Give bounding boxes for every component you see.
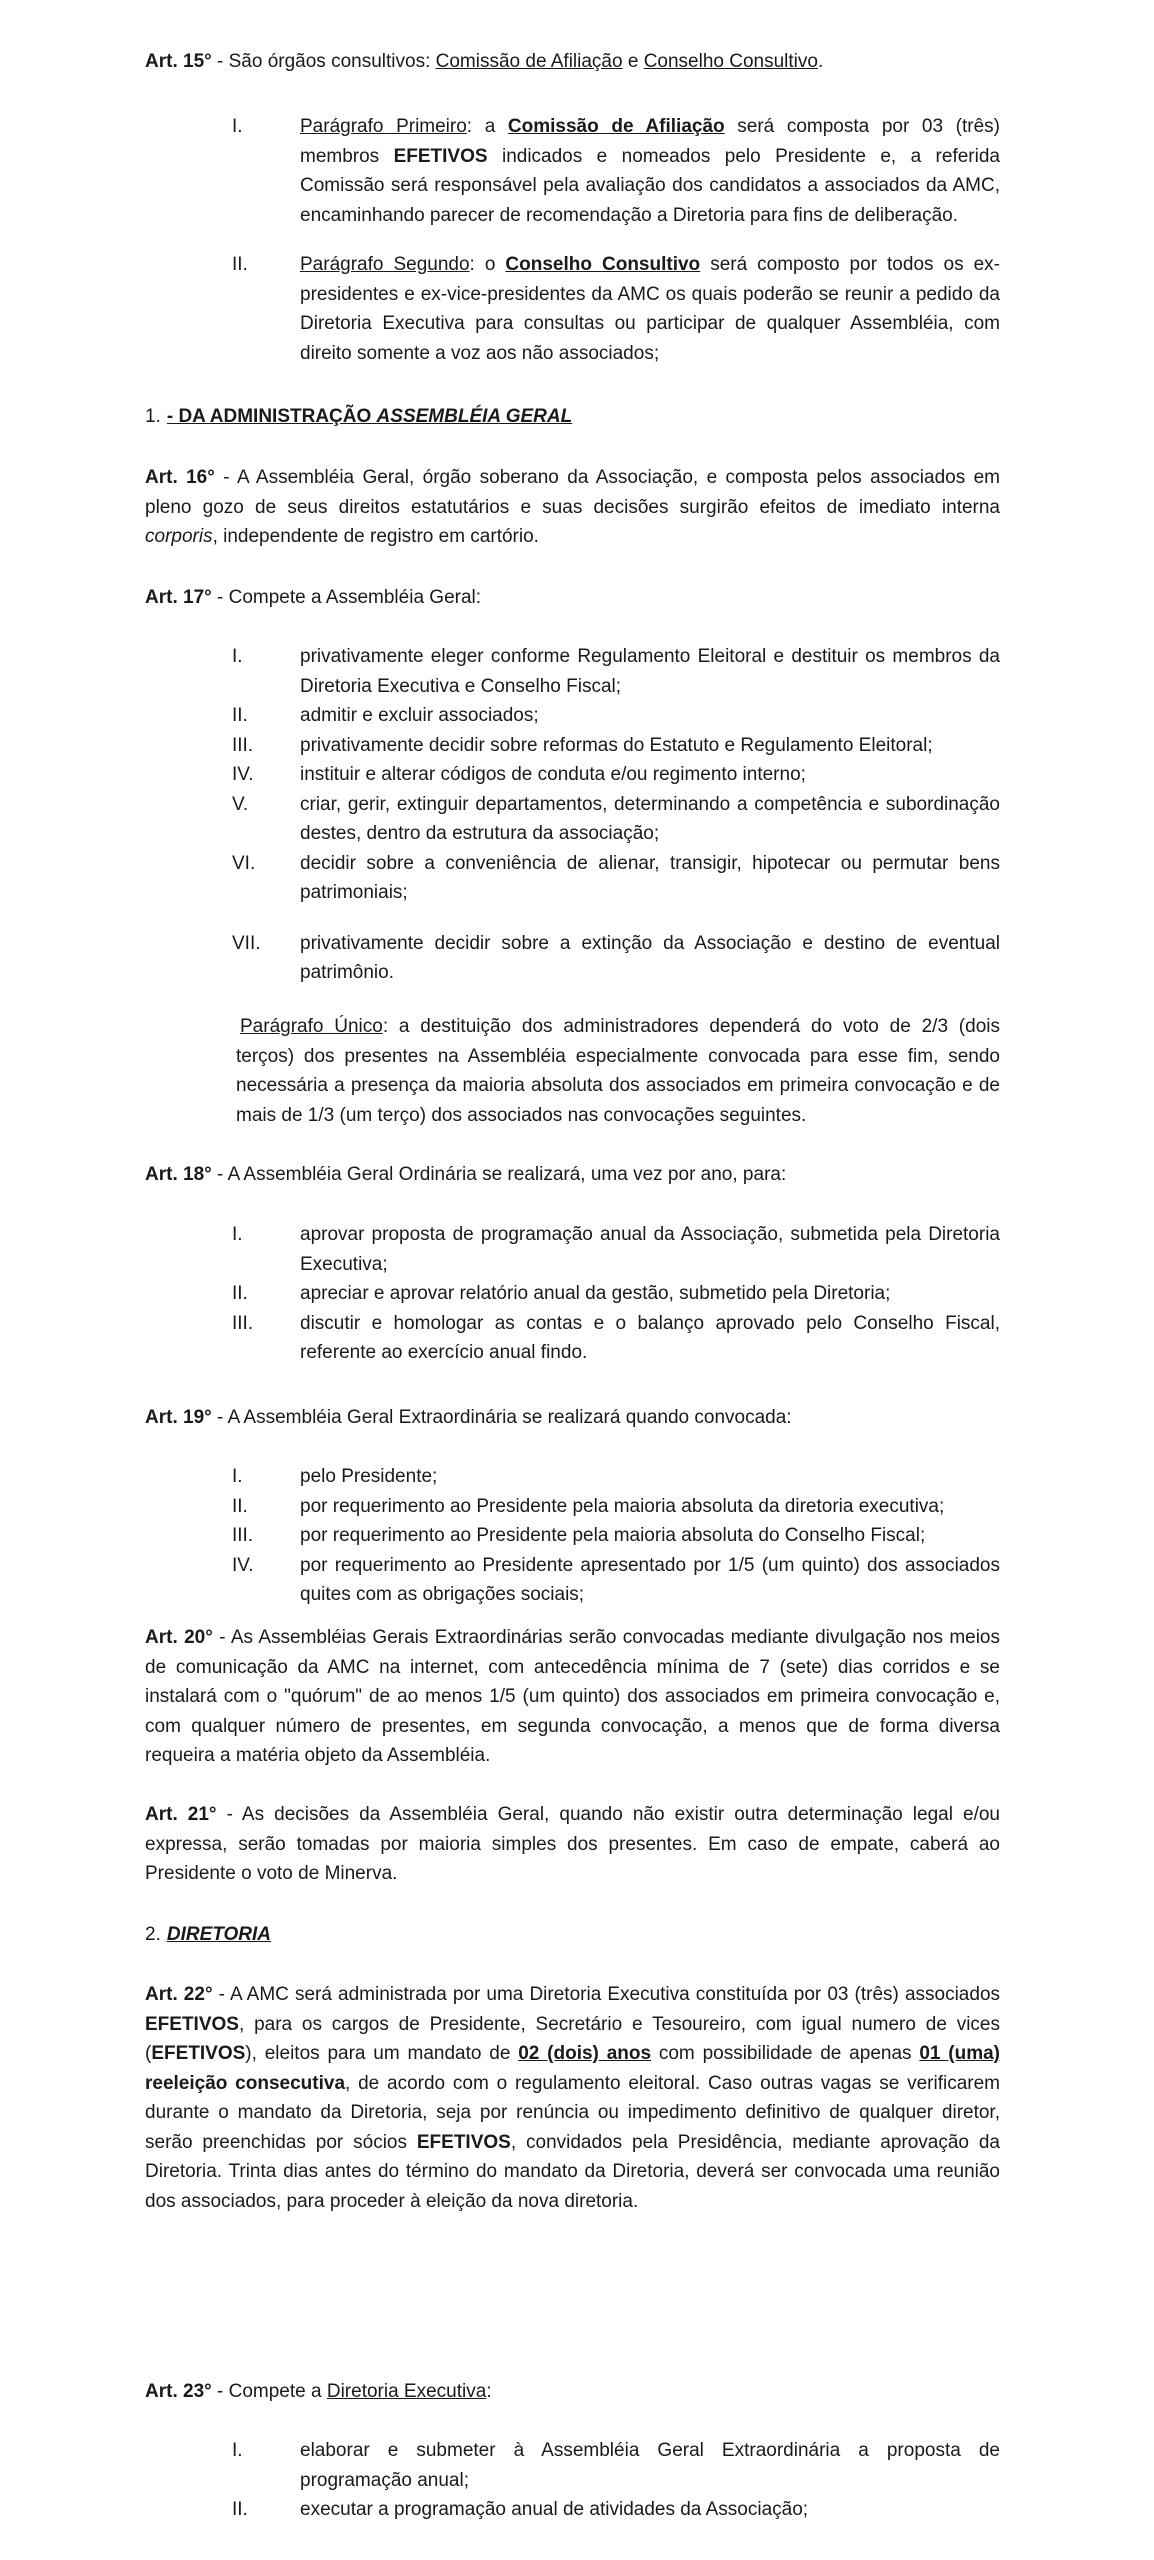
diretoria-executiva-ref: Diretoria Executiva [326, 2381, 487, 2402]
list-item: IV. por requerimento ao Presidente apresentado por 1/5 (um quinto) dos associados quites com as obrigações sociais; [232, 1554, 1000, 1605]
list-item: III. por requerimento ao Presidente pela maioria absoluta do Conselho Fiscal; [232, 1525, 926, 1546]
list-item: I. Parágrafo Primeiro: a Comissão de Afiliação será composta por 03 (três) membros EFETIVOS indicados e nomeados pelo Presidente e, a referida Comissão será responsável pela avaliação dos candidatos a associados da AMC, encaminhando parecer de recomendação a Diretoria para fins de deliberação. [138, 112, 1000, 230]
list-item: I. privativamente eleger conforme Regulamento Eleitoral e destituir os membros da Diretoria Executiva e Conselho Fiscal; [232, 646, 1000, 697]
article-15-list [138, 112, 1000, 230]
section-title: DIRETORIA [166, 1924, 272, 1945]
article-17: Art. 17° - Compete a Assembléia Geral: [145, 587, 482, 608]
section-heading-1: 1. - DA ADMINISTRAÇÃO ASSEMBLÉIA GERAL [145, 406, 573, 427]
paragraph-title: Parágrafo Primeiro [300, 116, 467, 137]
list-item: III. discutir e homologar as contas e o balanço aprovado pelo Conselho Fiscal, referente ao exercício anual findo. [232, 1312, 1000, 1363]
paragraph-title: Parágrafo Único [240, 1016, 383, 1037]
article-20: Art. 20° - As Assembléias Gerais Extraordinárias serão convocadas mediante divulgação nos meios de comunicação da AMC na internet, com antecedência mínima de 7 (sete) dias corridos e se instalará com o "quórum" de ao menos 1/5 (um quinto) dos associados em primeira convocação e, com qualquer número de presentes, em segunda convocação, a menos que de forma diversa requeira a matéria objeto da Assembléia. [145, 1627, 1000, 1766]
list-item: II. admitir e excluir associados; [232, 705, 539, 726]
roman-numeral: I. [232, 116, 243, 137]
list-item: V. criar, gerir, extinguir departamentos, determinando a competência e subordinação destes, dentro da estrutura da associação; [232, 793, 1000, 844]
article-16: Art. 16° - A Assembléia Geral, órgão soberano da Associação, e composta pelos associados em pleno gozo de seus direitos estatutários e suas decisões surgirão efeitos de imediato interna corporis, independente de registro em cartório. [145, 467, 1000, 547]
article-18-list [138, 1220, 1000, 1368]
list-item: VI. decidir sobre a conveniência de alienar, transigir, hipotecar ou permutar bens patrimoniais; [232, 852, 1000, 903]
comissao-afiliacao-ref: Comissão de Afiliação [435, 51, 623, 72]
list-item: I. elaborar e submeter à Assembléia Geral Extraordinária a proposta de programação anual; [232, 2440, 1000, 2491]
article-23-list [138, 2436, 1000, 2525]
list-item: I. aprovar proposta de programação anual da Associação, submetida pela Diretoria Executiva; [232, 1224, 1000, 1275]
article-17-list [138, 642, 1000, 988]
section-title: - DA ADMINISTRAÇÃO ASSEMBLÉIA GERAL [166, 406, 573, 427]
article-23: Art. 23° - Compete a Diretoria Executiva: [145, 2381, 492, 2402]
paragraph-title: Parágrafo Segundo [300, 254, 470, 275]
article-18: Art. 18° - A Assembléia Geral Ordinária se realizará, uma vez por ano, para: [145, 1164, 787, 1185]
article-19: Art. 19° - A Assembléia Geral Extraordinária se realizará quando convocada: [145, 1407, 792, 1428]
list-item: II. executar a programação anual de atividades da Associação; [232, 2499, 809, 2520]
article-21: Art. 21° - As decisões da Assembléia Geral, quando não existir outra determinação legal e/ou expressa, serão tomadas por maioria simples dos presentes. Em caso de empate, caberá ao Presidente o voto de Minerva. [145, 1804, 1000, 1884]
section-heading-2: 2. DIRETORIA [145, 1924, 272, 1945]
conselho-consultivo-ref: Conselho Consultivo [643, 51, 818, 72]
article-label: Art. 15° [145, 51, 212, 72]
roman-numeral: II. [232, 254, 248, 275]
list-item: I. pelo Presidente; [232, 1466, 438, 1487]
article-15: Art. 15° - São órgãos consultivos: Comissão de Afiliação e Conselho Consultivo. [145, 51, 824, 72]
list-item: IV. instituir e alterar códigos de conduta e/ou regimento interno; [232, 764, 806, 785]
list-item: II. Parágrafo Segundo: o Conselho Consultivo será composto por todos os ex-presidentes e ex-vice-presidentes da AMC os quais poderão se reunir a pedido da Diretoria Executiva para consultas ou participar de qualquer Assembléia, com direito somente a voz aos não associados; [138, 250, 1000, 368]
list-item: III. privativamente decidir sobre reformas do Estatuto e Regulamento Eleitoral; [232, 734, 933, 756]
paragrafo-unico: Parágrafo Único: a destituição dos administradores dependerá do voto de 2/3 (dois terços) dos presentes na Assembléia especialmente convocada para esse fim, sendo necessária a presença da maioria absoluta dos associados em primeira convocação e de mais de 1/3 (um terço) dos associados nas convocações seguintes. [236, 1016, 1000, 1126]
article-15-list-2 [138, 250, 1000, 368]
list-item: II. por requerimento ao Presidente pela maioria absoluta da diretoria executiva; [232, 1495, 945, 1517]
article-22: Art. 22° - A AMC será administrada por uma Diretoria Executiva constituída por 03 (três) associados EFETIVOS, para os cargos de Presidente, Secretário e Tesoureiro, com igual numero de vices (EFETIVOS), eleitos para um mandato de 02 (dois) anos com possibilidade de apenas 01 (uma) reeleição consecutiva, de acordo com o regulamento eleitoral. Caso outras vagas se verificarem durante o mandato da Diretoria, seja por renúncia ou impedimento definitivo de qualquer diretor, serão preenchidas por sócios EFETIVOS, convidados pela Presidência, mediante aprovação da Diretoria. Trinta dias antes do término do mandato da Diretoria, deverá ser convocada uma reunião dos associados, para proceder à eleição da nova diretoria. [145, 1984, 1001, 2212]
list-item: VII. privativamente decidir sobre a extinção da Associação e destino de eventual patrimônio. [232, 932, 1000, 983]
list-item: II. apreciar e aprovar relatório anual da gestão, submetido pela Diretoria; [232, 1283, 891, 1304]
article-19-list [138, 1462, 1000, 1610]
